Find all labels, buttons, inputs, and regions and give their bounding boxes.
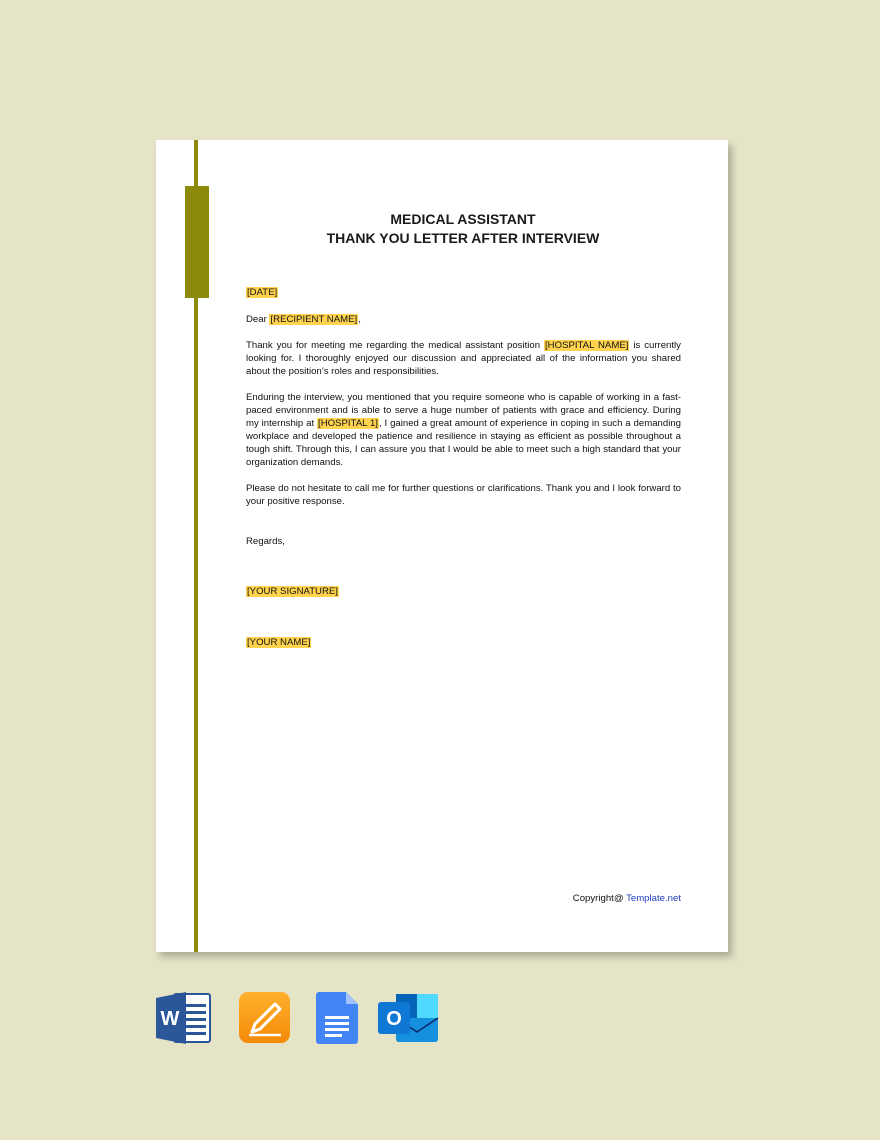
title-line-2: THANK YOU LETTER AFTER INTERVIEW bbox=[326, 230, 600, 246]
outlook-icon[interactable] bbox=[378, 992, 440, 1049]
hospital-1-placeholder[interactable]: [HOSPITAL 1] bbox=[318, 418, 378, 429]
outlook-letter: O bbox=[386, 1008, 402, 1030]
paragraph-1 bbox=[246, 339, 681, 378]
title-line-1: MEDICAL ASSISTANT bbox=[390, 211, 536, 227]
closing: Regards, bbox=[246, 536, 285, 547]
copyright-link[interactable]: Template.net bbox=[626, 893, 681, 904]
salutation-suffix: , bbox=[358, 314, 361, 325]
date-placeholder[interactable]: [DATE] bbox=[247, 287, 278, 298]
signature-line bbox=[246, 585, 681, 598]
letter-page bbox=[156, 140, 728, 952]
salutation bbox=[246, 313, 681, 326]
paragraph-3: Please do not hesitate to call me for further questions or clarifications. Thank you and I look forward to your positive response. bbox=[246, 483, 681, 507]
paragraph-2 bbox=[246, 391, 681, 469]
accent-vertical-block bbox=[185, 186, 209, 298]
salutation-prefix: Dear bbox=[246, 314, 270, 325]
paragraph-2-text-b: , I gained a great amount of experience in coping in such a demanding workplace and developed the patience and resilience in staying as efficient as possible throughout a tough shift. Through this, I can assure you that I would be able to meet such a high standard that your organization demands. bbox=[246, 418, 681, 468]
copyright bbox=[573, 893, 681, 904]
google-docs-icon[interactable] bbox=[316, 992, 360, 1049]
paragraph-1-text-a: Thank you for meeting me regarding the medical assistant position bbox=[246, 340, 545, 351]
word-icon[interactable] bbox=[156, 992, 212, 1049]
word-letter: W bbox=[160, 1008, 180, 1030]
paragraph-2-text-a: Enduring the interview, you mentioned that you require someone who is capable of working in a fast-paced environment and is able to serve a huge number of patients with grace and efficiency. During my internship at bbox=[246, 392, 681, 429]
paragraph-1-text-b: is currently looking for. I thoroughly enjoyed our discussion and appreciated all of the information you shared about the position’s roles and responsibilities. bbox=[246, 340, 681, 377]
name-placeholder[interactable]: [YOUR NAME] bbox=[247, 637, 311, 648]
letter-title bbox=[246, 210, 680, 248]
signature-placeholder[interactable]: [YOUR SIGNATURE] bbox=[247, 586, 338, 597]
copyright-label: Copyright@ bbox=[572, 893, 627, 904]
pages-icon[interactable] bbox=[239, 992, 291, 1049]
hospital-name-placeholder[interactable]: [HOSPITAL NAME] bbox=[545, 340, 629, 351]
recipient-placeholder[interactable]: [RECIPIENT NAME] bbox=[270, 314, 358, 325]
name-line bbox=[246, 636, 681, 649]
date-line bbox=[246, 286, 681, 299]
